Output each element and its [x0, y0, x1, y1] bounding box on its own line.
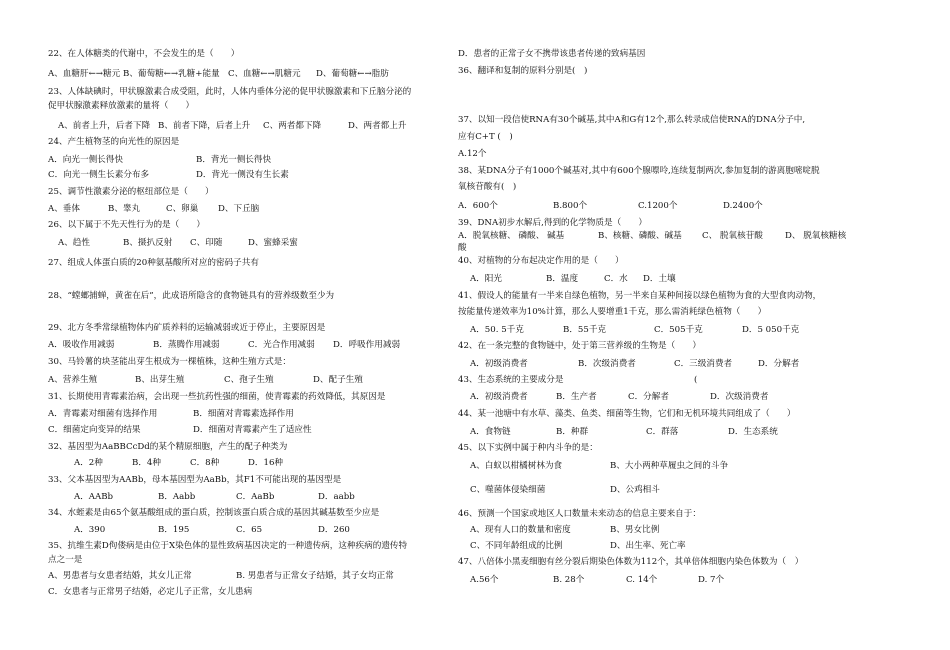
- option: C、噬菌体侵染细菌: [470, 485, 546, 495]
- option: A、血糖肝←→糖元: [48, 69, 121, 79]
- option: B．背光一侧长得快: [196, 155, 272, 165]
- option: B．Aabb: [158, 492, 196, 502]
- option: D．背光一侧没有生长素: [196, 170, 289, 180]
- option: A．阳光: [470, 274, 502, 284]
- option-wrap: 酸: [458, 243, 467, 253]
- option: C．三级消费者: [674, 359, 733, 369]
- option: A．AABb: [74, 492, 114, 502]
- question-23: 23、人体缺碘时，甲状腺激素合成受阻，此时，人体内垂体分泌的促甲状腺激素和下丘脑分泌的: [48, 87, 412, 97]
- option: C．分解者: [628, 392, 669, 402]
- question-31: 31、长期使用青霉素治病，会出现一些抗药性强的细菌，使青霉素的药效降低，其原因是: [48, 392, 386, 402]
- option: A、男患者与女患者结婚，其女儿正常: [48, 571, 192, 581]
- option: C．细菌定向变异的结果: [48, 425, 141, 435]
- option: B.800个: [553, 201, 588, 211]
- option: B. 男患者与正常女子结婚，其子女均正常: [236, 571, 394, 581]
- option: C、卵巢: [166, 204, 199, 214]
- question-35: 35、抗维生素D佝偻病是由位于X染色体的显性致病基因决定的一种遗传病，这种疾病的遗传特: [48, 541, 408, 551]
- option: A.12个: [458, 149, 487, 159]
- option: B．蒸腾作用减弱: [153, 340, 220, 350]
- question-44: 44、某一池塘中有水草、藻类、鱼类、细菌等生物，它们和无机环境共同组成了（ ）: [458, 409, 796, 419]
- option: D．呼吸作用减弱: [333, 340, 401, 350]
- option: B．次级消费者: [578, 359, 636, 369]
- question-38: 38、某DNA分子有1000个碱基对,其中有600个腺嘌呤,连续复制两次,参加复制的游离胞嘧啶脱: [458, 166, 820, 176]
- option: B、睾丸: [108, 204, 141, 214]
- question-23-cont: 促甲状腺激素释放激素的量将（ ）: [48, 101, 195, 111]
- option: C、不同年龄组成的比例: [470, 541, 563, 551]
- option: A．脱氧核糖、 磷酸、 碱基: [458, 231, 565, 241]
- option: D．细菌对青霉素产生了适应性: [193, 425, 312, 435]
- option: B、出芽生殖: [135, 375, 185, 385]
- option: B．种群: [556, 427, 589, 437]
- option: B．温度: [546, 274, 579, 284]
- question-41-cont: 按能量传递效率为10%计算，那么人要增重1千克，那么需消耗绿色植物（ ）: [458, 307, 767, 317]
- option: D、下丘脑: [218, 204, 260, 214]
- question-47: 47、八倍体小黑麦细胞有丝分裂后期染色体数为112个，其单倍体细胞内染色体数为（ ）: [458, 557, 804, 567]
- question-29: 29、北方冬季常绿植物体内矿质养料的运输减弱或近于停止，主要原因是: [48, 323, 326, 333]
- option: B、葡萄糖←→乳糖+能量: [123, 69, 220, 79]
- option: C、 脱氧核苷酸: [702, 231, 763, 241]
- option: A、营养生殖: [48, 375, 98, 385]
- option: B、摄扒反射: [123, 238, 173, 248]
- question-37-cont: 应有C+T ( ): [458, 132, 513, 142]
- option: B、男女比例: [610, 525, 660, 535]
- option: C．65: [236, 525, 263, 535]
- option: D、出生率、死亡率: [610, 541, 686, 551]
- question-27: 27、组成人体蛋白质的20种氨基酸所对应的密码子共有: [48, 258, 259, 268]
- question-43-paren: (: [694, 375, 698, 385]
- option: A．向光一侧长得快: [48, 155, 123, 165]
- option: A．2种: [74, 458, 103, 468]
- option: D．土壤: [643, 274, 676, 284]
- question-30: 30、马铃薯的块茎能出芽生根成为一棵植株，这种生殖方式是：: [48, 357, 291, 367]
- question-35-cont: 点之一是: [48, 555, 83, 565]
- option: D、公鸡相斗: [610, 485, 660, 495]
- question-28: 28、“螳螂捕蝉，黄雀在后”，此成语所隐含的食物链具有的营养级数至少为: [48, 291, 335, 301]
- option: A．600个: [458, 201, 498, 211]
- option: C．505千克: [654, 325, 703, 335]
- option: A．食物链: [470, 427, 511, 437]
- question-26: 26、以下属于不先天性行为的是（ ）: [48, 220, 206, 230]
- option: D．16种: [248, 458, 284, 468]
- option: D.2400个: [723, 201, 763, 211]
- question-24: 24、产生植物茎的向光性的原因是: [48, 137, 180, 147]
- option: A、现有人口的数量和密度: [470, 525, 571, 535]
- question-25: 25、调节性激素分泌的枢纽部位是（ ）: [48, 187, 214, 197]
- option: C. 14个: [626, 575, 658, 585]
- question-46: 46、预测一个国家或地区人口数量未来动态的信息主要来自于：: [458, 509, 701, 519]
- option: D、 脱氧核糖核: [785, 231, 847, 241]
- option: A、白蚁以柑橘树林为食: [470, 461, 563, 471]
- option: C．向光一侧生长素分布多: [48, 170, 150, 180]
- option: C、孢子生殖: [224, 375, 274, 385]
- option: C．水: [604, 274, 628, 284]
- option: A．初级消费者: [470, 359, 528, 369]
- option: B、核糖、磷酸、碱基: [598, 231, 682, 241]
- option: D、配子生殖: [313, 375, 363, 385]
- option: A、垂体: [48, 204, 80, 214]
- question-41: 41、假设人的能量有一半来自绿色植物，另一半来自某种间接以绿色植物为食的大型食肉动物，: [458, 291, 822, 301]
- option: D．次级消费者: [710, 392, 769, 402]
- option: A．390: [74, 525, 106, 535]
- option: A.56个: [470, 575, 499, 585]
- question-35-option-d: D．患者的正常子女不携带该患者传递的致病基因: [458, 49, 646, 59]
- option: A．吸收作用减弱: [48, 340, 115, 350]
- option: D、两者都上升: [348, 121, 407, 131]
- question-39: 39、DNA初步水解后,得到的化学物质是（ ）: [458, 218, 647, 228]
- option: B．生产者: [556, 392, 597, 402]
- option: D．分解者: [758, 359, 800, 369]
- option: B、前者下降，后者上升: [158, 121, 251, 131]
- option: C．光合作用减弱: [248, 340, 315, 350]
- question-38-cont: 氧核苷酸有( ): [458, 182, 517, 192]
- option: C．女患者与正常男子结婚，必定儿子正常，女儿患病: [48, 587, 253, 597]
- question-40: 40、对植物的分布起决定作用的是（ ）: [458, 256, 624, 266]
- option: D．5 050千克: [742, 325, 800, 335]
- option: A．初级消费者: [470, 392, 528, 402]
- option: A．青霉素对细菌有选择作用: [48, 409, 158, 419]
- question-34: 34、水蛭素是由65个氨基酸组成的蛋白质，控制该蛋白质合成的基因其碱基数至少应是: [48, 508, 380, 518]
- option: D. 7个: [698, 575, 725, 585]
- option: C．AaBb: [236, 492, 275, 502]
- option: D．aabb: [318, 492, 355, 502]
- option: D．生态系统: [728, 427, 778, 437]
- question-22: 22、在人体糖类的代谢中，不会发生的是（ ）: [48, 49, 240, 59]
- option: D．260: [318, 525, 350, 535]
- question-42: 42、在一条完整的食物链中，处于第三营养级的生物是（ ）: [458, 341, 701, 351]
- question-37: 37、以知一段信使RNA有30个碱基,其中A和G有12个,那么转录成信使RNA的DNA分子中,: [458, 115, 806, 125]
- option: D、葡萄糖←→脂肪: [316, 69, 389, 79]
- option: C．8种: [190, 458, 220, 468]
- question-43: 43、生态系统的主要成分是: [458, 375, 564, 385]
- option: C．群落: [646, 427, 679, 437]
- option: B．195: [158, 525, 190, 535]
- question-32: 32、基因型为AaBBCcDd的某个精原细胞，产生的配子种类为: [48, 442, 288, 452]
- option: A．50. 5千克: [470, 325, 524, 335]
- option: B、大小两种草履虫之间的斗争: [610, 461, 729, 471]
- option: C、两者都下降: [263, 121, 322, 131]
- option: B．4种: [132, 458, 161, 468]
- option: A、趋性: [58, 238, 90, 248]
- option: B．55千克: [563, 325, 607, 335]
- option: C.1200个: [638, 201, 678, 211]
- option: B．细菌对青霉素选择作用: [193, 409, 294, 419]
- question-45: 45、以下实例中属于种内斗争的是：: [458, 443, 598, 453]
- question-36: 36、翻译和复制的原料分别是( ): [458, 66, 588, 76]
- question-33: 33、父本基因型为AABb，母本基因型为AaBb，其F1不可能出现的基因型是: [48, 475, 342, 485]
- option: A、前者上升，后者下降: [58, 121, 151, 131]
- option: B. 28个: [553, 575, 585, 585]
- option: C、印随: [190, 238, 223, 248]
- option: C、血糖←→肌糖元: [228, 69, 301, 79]
- option: D、蜜蜂采蜜: [248, 238, 298, 248]
